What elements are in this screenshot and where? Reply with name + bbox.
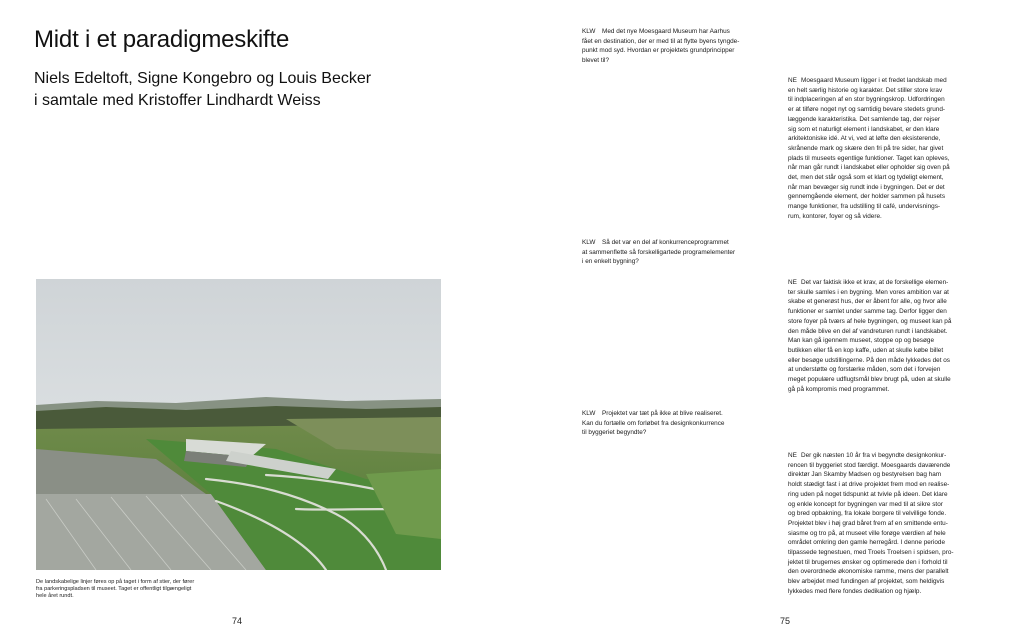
text-line: Moesgaard Museum ligger i et fredet landskab med: [801, 77, 947, 84]
text-line: funktioner er samlet under samme tag. Derfor ligger den: [788, 308, 947, 316]
text-line: sig som et naturligt element i landskabet, er den klare: [788, 125, 940, 133]
text-line: lykkedes med flere fondes dedikation og hjælp.: [788, 587, 922, 595]
question-block: [582, 409, 782, 438]
page-number-right: 75: [780, 616, 791, 626]
text-line: mange funktioner, fra udstilling til café, undervisnings-: [788, 203, 941, 211]
text-line: fået en destination, der er med til at flytte byens tyngde-: [582, 37, 740, 45]
answer-block: [788, 76, 1002, 222]
text-line: læggende karakteristika. Det samlende tag, der rejser: [788, 115, 941, 123]
text-line: skrånende mark og skære den fri på tre sider, har givet: [788, 144, 944, 152]
caption-line: fra parkeringspladsen til museet. Taget er offentligt tilgængeligt: [36, 586, 192, 593]
right-page: [512, 0, 1024, 643]
text-line: det, men det står også som et klart og tydeligt element,: [788, 174, 944, 182]
text-line: tilpassede tegnestuen, med Troels Troelsen i spidsen, pro-: [788, 549, 954, 557]
text-line: blev arbejdet med fundingen af projektet, som heldigvis: [788, 578, 945, 586]
speaker-label: NE: [788, 77, 797, 84]
caption-line: De landskabelige linjer føres op på taget i form af stier, der fører: [36, 579, 195, 585]
article-subtitle: [34, 68, 371, 112]
text-line: at sammenflette så forskelligartede programelementer: [582, 248, 736, 256]
text-line: er at tilføre noget nyt og samtidig bevare stedets grund-: [788, 106, 946, 114]
text-line: og enkle koncept for bygningen var med til at sikre stor: [788, 500, 943, 508]
text-line: ter skulle samles i en bygning. Men vores ambition var at: [788, 288, 949, 296]
text-line: en helt særlig historie og karakter. Det stiller store krav: [788, 86, 943, 94]
answer-block: [788, 278, 1002, 394]
text-line: gennemgående element, der holder sammen på husets: [788, 193, 946, 201]
text-line: jektet til brugernes ønsker og optimerede den i forhold til: [788, 558, 948, 566]
text-line: punkt mod syd. Hvordan er projektets grundprincipper: [582, 47, 735, 55]
text-line: Projektet blev i høj grad båret frem af en smittende entu-: [788, 519, 948, 527]
text-line: direktør Jan Skamby Madsen og bestyrelsen bag ham: [788, 471, 942, 479]
answer-block: [788, 451, 1002, 597]
text-line: den overordnede økonomiske ramme, mens der parallelt: [788, 568, 949, 576]
speaker-label: KLW: [582, 28, 596, 35]
text-line: når man går rundt i landskabet eller opholder sig oven på: [788, 164, 950, 172]
text-line: Der gik næsten 10 år fra vi begyndte designkonkur-: [801, 452, 947, 459]
text-line: skabe et generøst hus, der er åbent for alle, og hvor alle: [788, 298, 947, 306]
caption-line: hele året rundt.: [36, 593, 74, 600]
text-line: i en enkelt bygning?: [582, 258, 639, 266]
question-block: [582, 27, 782, 65]
text-line: gå på kompromis med programmet.: [788, 385, 890, 393]
text-line: eller besøge udstillingerne. På den måde lykkedes det os: [788, 356, 950, 364]
subtitle-line: Niels Edeltoft, Signe Kongebro og Louis Becker: [34, 70, 372, 87]
text-line: plads til museets egentlige funktioner. Taget kan opleves,: [788, 154, 950, 162]
speaker-label: NE: [788, 279, 797, 286]
text-line: Så det var en del af konkurrenceprogrammet: [602, 239, 729, 246]
text-line: Kan du fortælle om forløbet fra designkonkurrence: [582, 419, 725, 427]
speaker-label: NE: [788, 452, 797, 459]
text-line: siasme og tro på, at museet ville forøge værdien af hele: [788, 529, 946, 537]
question-block: [582, 238, 782, 267]
text-line: og bred opbakning, fra lokale borgere til velvillige fonde.: [788, 510, 947, 518]
speaker-label: KLW: [582, 410, 596, 417]
text-line: når man bevæger sig rundt inde i bygningen. Det er det: [788, 183, 945, 191]
text-line: rencen til byggeriet stod færdigt. Moesgaards daværende: [788, 461, 951, 469]
text-line: blevet til?: [582, 56, 609, 64]
photo-caption: [36, 579, 216, 601]
article-title: Midt i et paradigmeskifte: [34, 26, 290, 53]
text-line: store foyer på tværs af hele bygningen, og museet kan på: [788, 317, 952, 325]
text-line: arkitektoniske idé. At vi, ved at løfte den eksisterende,: [788, 135, 941, 143]
text-line: rum, kontorer, foyer og så videre.: [788, 212, 882, 220]
text-line: den måde blive en del af vandreturen rundt i landskabet.: [788, 327, 948, 335]
text-line: området omkring den gamle herregård. I denne periode: [788, 539, 946, 547]
text-line: at understøtte og forstærke måden, som det i forvejen: [788, 366, 941, 374]
aerial-museum-photo: [36, 279, 441, 570]
page-number-left: 74: [232, 616, 243, 626]
text-line: ring uden på noget tidspunkt at tvivle på ideen. Det klare: [788, 490, 948, 498]
text-line: Man kan gå igennem museet, stoppe op og besøge: [788, 337, 935, 345]
speaker-label: KLW: [582, 239, 596, 246]
text-line: holdt stædigt fast i at drive projektet frem mod en realise-: [788, 481, 950, 489]
text-line: Projektet var tæt på ikke at blive realiseret.: [602, 410, 723, 417]
text-line: Med det nye Moesgaard Museum har Aarhus: [602, 28, 730, 35]
text-line: til byggeriet begyndte?: [582, 429, 647, 437]
text-line: meget populære udflugtsmål blev brugt på, uden at skulle: [788, 376, 951, 384]
text-line: butikken eller få en kop kaffe, uden at skulle købe billet: [788, 346, 944, 354]
text-line: Det var faktisk ikke et krav, at de forskellige elemen-: [801, 279, 949, 286]
subtitle-line: i samtale med Kristoffer Lindhardt Weiss: [34, 92, 321, 109]
text-line: til indplaceringen af en stor bygningskrop. Udfordringen: [788, 96, 945, 104]
